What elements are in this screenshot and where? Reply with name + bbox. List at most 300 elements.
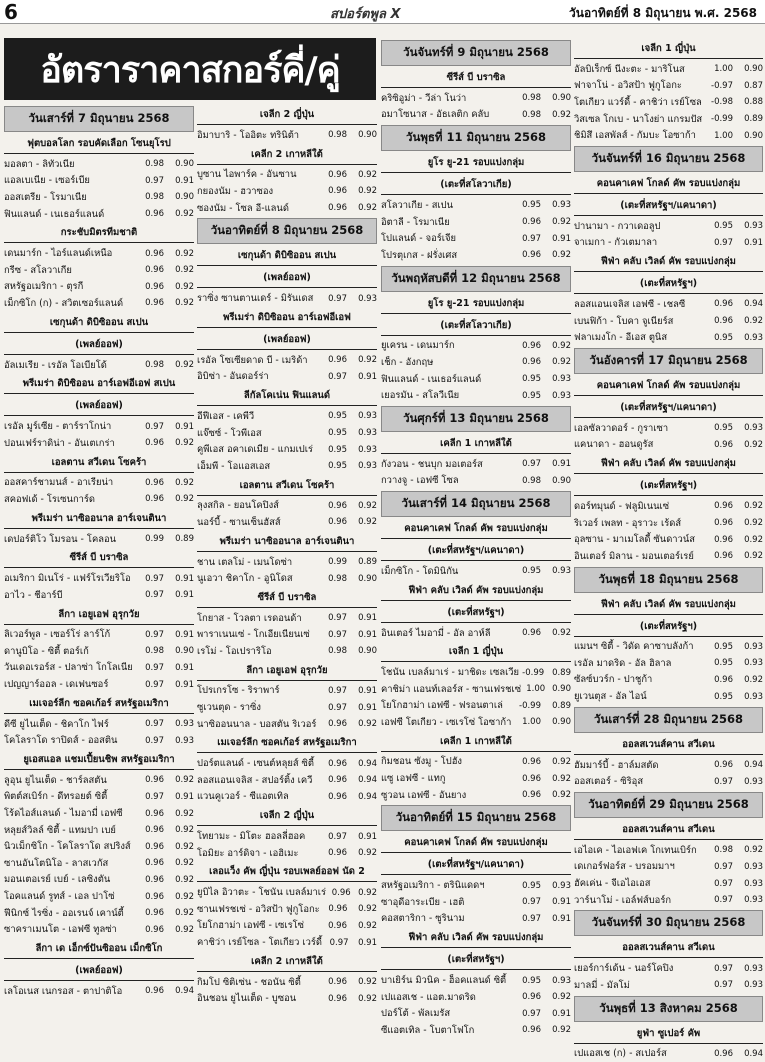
odd-price: -0.97	[711, 80, 733, 91]
even-price: 0.92	[744, 316, 763, 327]
even-price: 0.91	[552, 1008, 571, 1019]
odd-price: -0.99	[522, 667, 545, 678]
column-3	[381, 38, 571, 1036]
even-price: 0.93	[358, 444, 377, 455]
even-price: 0.92	[175, 808, 194, 819]
odd-price: 0.96	[145, 477, 164, 488]
odd-price: 0.97	[328, 629, 347, 640]
match-row	[381, 214, 571, 231]
even-price: 0.91	[358, 702, 377, 713]
date-header: วันอาทิตย์ที่ 15 มิถุนายน 2568	[381, 805, 571, 831]
match-row	[197, 514, 377, 531]
odd-price: 0.98	[328, 646, 347, 657]
match-teams: กยองนัม - ฮวาซอง	[197, 185, 274, 197]
venue-note: (เพลย์ออฟ)	[4, 396, 194, 416]
odd-price: 0.95	[522, 566, 541, 577]
odd-price: 0.97	[714, 861, 733, 872]
match-row	[381, 247, 571, 264]
page-header	[0, 0, 765, 24]
odd-price: 0.97	[714, 776, 733, 787]
match-teams: ริเวอร์ เพลท - อุราวะ เร้ดส์	[574, 517, 682, 529]
league-header: พรีเมร่า ดิบิซิออน อาร์เอฟอีเอฟ สเปน	[4, 373, 194, 394]
league-header: ยูโร ยู-21 รอบแบ่งกลุ่ม	[381, 152, 571, 173]
match-teams: ดานูบิโอ - ซิตี้ ตอร์เก้	[4, 645, 89, 657]
odd-price: 0.96	[145, 281, 164, 292]
league-header: เอลตาน สวีเดน โซคร้า	[197, 475, 377, 496]
match-row	[197, 200, 377, 217]
odd-price: 0.96	[328, 719, 347, 730]
match-teams: โอมิยะ อาร์ดิจา - เอฮิเมะ	[197, 847, 299, 859]
match-teams: จาเมกา - กัวเตมาลา	[574, 237, 658, 249]
venue-note: (เพลย์ออฟ)	[197, 330, 377, 350]
match-row	[4, 418, 194, 435]
match-row	[574, 977, 763, 994]
even-price: 0.94	[175, 986, 194, 997]
match-teams: เม็กซิโก (ก) - สวิตเซอร์แลนด์	[4, 297, 124, 309]
match-row	[574, 1046, 763, 1062]
odd-price: 0.97	[522, 913, 541, 924]
even-price: 0.91	[358, 613, 377, 624]
match-teams: ฮัคเค่น - จีเอไอเอส	[574, 878, 651, 890]
league-header: ฟุตบอลโลก รอบคัดเลือก โซนยุโรป	[4, 133, 194, 154]
match-teams: อินเตอร์ มิลาน - มอนเตอร์เรย์	[574, 550, 694, 562]
match-teams: เรอัล มูร์เซีย - ตาร์ราโกน่า	[4, 421, 112, 433]
even-price: 0.93	[175, 735, 194, 746]
league-header: ซีรีส์ บี บราซิล	[381, 67, 571, 88]
match-teams: เรอัล โซเซียดาด บี - เมริด้า	[197, 354, 308, 366]
league-header: เมเจอร์ลีก ซอคเก้อร์ สหรัฐอเมริกา	[4, 693, 194, 714]
odd-price: 0.96	[328, 517, 347, 528]
even-price: 0.91	[358, 831, 377, 842]
match-teams: เลโอเนส เนกรอส - ตาปาติโอ	[4, 985, 123, 997]
match-teams: ฟาจาโน่ - อวิสป้า ฟูกูโอกะ	[574, 80, 682, 92]
even-price: 0.90	[358, 646, 377, 657]
match-teams: ฮัมมาร์บี้ - ฮาล์มสตัด	[574, 759, 659, 771]
match-row	[197, 183, 377, 200]
league-header: ลีกา เอยูเอฟ อุรุกวัย	[197, 660, 377, 681]
even-price: 0.91	[175, 791, 194, 802]
date-header: วันจันทร์ที่ 9 มิถุนายน 2568	[381, 40, 571, 66]
match-teams: ชาน เตลโม่ - เมนโดซ่า	[197, 556, 293, 568]
match-row	[574, 531, 763, 548]
match-row	[4, 173, 194, 190]
match-teams: อิตาลี - โรมาเนีย	[381, 216, 450, 228]
even-price: 0.92	[175, 248, 194, 259]
even-price: 0.92	[175, 841, 194, 852]
odd-price: 0.97	[522, 1008, 541, 1019]
venue-note: (เตะที่สโลวาเกีย)	[381, 175, 571, 195]
match-teams: ออสเตอร์ - ซิริอุส	[574, 776, 644, 788]
match-teams: เปแอสเช (ก) - สเปอร์ส	[574, 1048, 667, 1060]
match-row	[381, 770, 571, 787]
match-row	[197, 901, 377, 918]
match-row	[381, 894, 571, 911]
match-row	[197, 570, 377, 587]
match-row	[4, 855, 194, 872]
odd-price: 0.96	[145, 775, 164, 786]
match-teams: ปอนเฟร์ราดิน่า - อันเตเกร่า	[4, 437, 115, 449]
odd-price: 0.96	[522, 992, 541, 1003]
match-teams: พาราเนนเซ่ - โกเอียเนียนเซ่	[197, 629, 310, 641]
match-teams: คริซิอูม่า - วีล่า โนว่า	[381, 92, 467, 104]
league-header: ยูฟ่า ซูเปอร์ คัพ	[574, 1023, 763, 1044]
even-price: 0.92	[552, 357, 571, 368]
odd-price: 0.97	[714, 878, 733, 889]
match-row	[574, 859, 763, 876]
match-teams: ซานอันโตนิโอ - ลาสเวกัส	[4, 857, 109, 869]
league-header: เจลีก 2 ญี่ปุ่น	[197, 104, 377, 125]
match-teams: อมาโซนาส - อัธเลติก คลับ	[381, 109, 490, 121]
match-row	[197, 441, 377, 458]
match-teams: เรโม่ - โอเปราริโอ	[197, 645, 272, 657]
odd-price: 0.96	[145, 874, 164, 885]
even-price: 0.91	[552, 233, 571, 244]
odd-price: 0.96	[145, 841, 164, 852]
odd-price: 0.97	[328, 613, 347, 624]
odd-price: 0.95	[714, 641, 733, 652]
odd-price: 0.96	[714, 439, 733, 450]
odd-price: 0.97	[145, 719, 164, 730]
match-teams: ยูเครน - เดนมาร์ก	[381, 340, 455, 352]
league-header: ออลสเวนส์คาน สวีเดน	[574, 937, 763, 958]
match-teams: ซาคราเมนโต - เอฟซี ทูลซ่า	[4, 924, 117, 936]
even-price: 0.90	[358, 130, 377, 141]
even-price: 0.91	[552, 459, 571, 470]
even-price: 0.92	[744, 518, 763, 529]
match-row	[381, 456, 571, 473]
odd-price: 0.96	[714, 534, 733, 545]
even-price: 0.92	[552, 773, 571, 784]
odd-price: 0.96	[145, 891, 164, 902]
odd-price: 0.96	[145, 265, 164, 276]
match-teams: อินชอน ยูไนเต็ด - บูซอน	[197, 993, 297, 1005]
league-header: ซีรีส์ บี บราซิล	[197, 587, 377, 608]
odd-price: 0.96	[328, 758, 347, 769]
match-teams: ลอสแอนเจลิส - สปอร์ติ้ง เควี	[197, 774, 313, 786]
odd-price: 0.98	[328, 573, 347, 584]
match-row	[4, 587, 194, 604]
match-row	[197, 458, 377, 475]
match-teams: วิสเซล โกเบ - นาโงย่า แกรมปัส	[574, 113, 703, 125]
even-price: 0.93	[744, 332, 763, 343]
issue-date: วันอาทิตย์ที่ 8 มิถุนายน พ.ศ. 2568	[569, 6, 757, 20]
match-teams: สหรัฐอเมริกา - ตุรกี	[4, 281, 84, 293]
odd-price: -0.99	[519, 700, 541, 711]
match-row	[574, 498, 763, 515]
match-row	[381, 107, 571, 124]
venue-note: (เตะที่สหรัฐฯ/แคนาดา)	[381, 855, 571, 875]
even-price: 0.92	[175, 891, 194, 902]
match-teams: โอคแลนด์ รูทส์ - เอล ปาโซ่	[4, 891, 115, 903]
date-header: วันเสาร์ที่ 7 มิถุนายน 2568	[4, 106, 194, 132]
odd-price: 0.97	[714, 980, 733, 991]
odd-price: 0.96	[328, 186, 347, 197]
odd-price: 0.98	[522, 93, 541, 104]
even-price: 0.91	[175, 573, 194, 584]
match-teams: ปอร์ตแลนด์ - เซนต์หลุยส์ ซิตี้	[197, 758, 314, 770]
odd-price: 0.96	[714, 316, 733, 327]
odd-price: 0.96	[145, 825, 164, 836]
even-price: 0.91	[552, 913, 571, 924]
even-price: 0.91	[358, 629, 377, 640]
match-row	[197, 789, 377, 806]
match-teams: อเมริกา มิเนโร่ - แฟร์โรเวียริโอ	[4, 573, 131, 585]
match-row	[574, 420, 763, 437]
match-row	[4, 872, 194, 889]
league-header: เคลีก 1 เกาหลีใต้	[381, 731, 571, 752]
odd-price: 0.98	[522, 475, 541, 486]
odd-price: 0.96	[714, 1048, 733, 1059]
match-teams: แอลเบเนีย - เซอร์เบีย	[4, 175, 90, 187]
league-header: ฟีฟ่า คลับ เวิลด์ คัพ รอบแบ่งกลุ่ม	[574, 453, 763, 474]
match-row	[197, 716, 377, 733]
odd-price: 0.96	[328, 775, 347, 786]
match-row	[381, 664, 571, 681]
match-teams: นิวเม็กซิโก - โคโลราโด สปริงส์	[4, 841, 131, 853]
odd-price: 0.95	[328, 444, 347, 455]
even-price: 0.92	[744, 534, 763, 545]
venue-note: (เตะที่สโลวาเกีย)	[381, 316, 571, 336]
date-header: วันเสาร์ที่ 28 มิถุนายน 2568	[574, 707, 763, 733]
odd-price: 0.98	[145, 646, 164, 657]
match-row	[574, 842, 763, 859]
league-header: ฟีฟ่า คลับ เวิลด์ คัพ รอบแบ่งกลุ่ม	[381, 927, 571, 948]
odd-price: 0.96	[145, 908, 164, 919]
league-header: เซกุนด้า ดิบิซิออน สเปน	[197, 245, 377, 266]
even-price: 0.91	[175, 629, 194, 640]
odd-price: 0.97	[714, 895, 733, 906]
match-row	[574, 78, 763, 95]
match-teams: เดนมาร์ก - ไอร์แลนด์เหนือ	[4, 248, 113, 260]
even-price: 0.89	[744, 114, 763, 125]
venue-note: (เพลย์ออฟ)	[4, 961, 194, 981]
odd-price: 0.95	[522, 200, 541, 211]
odd-price: 0.95	[714, 221, 733, 232]
odd-price: 0.97	[145, 629, 164, 640]
match-row	[574, 892, 763, 909]
odd-price: 0.97	[328, 702, 347, 713]
venue-note: (เตะที่สหรัฐฯ)	[381, 603, 571, 623]
match-row	[4, 643, 194, 660]
even-price: 0.92	[552, 109, 571, 120]
match-teams: โปแลนด์ - จอร์เจีย	[381, 233, 456, 245]
match-teams: เม็กซิโก - โดมินิกัน	[381, 565, 459, 577]
date-header: วันพฤหัสบดีที่ 12 มิถุนายน 2568	[381, 266, 571, 292]
match-row	[197, 934, 377, 951]
publication-logo: สปอร์ตพูล X	[330, 7, 401, 22]
odd-price: 0.95	[714, 658, 733, 669]
league-header: ลีกัลโคเน่น ฟินแลนด์	[197, 385, 377, 406]
odd-price: 0.97	[145, 573, 164, 584]
even-price: 0.92	[175, 265, 194, 276]
match-row	[4, 475, 194, 492]
match-row	[4, 732, 194, 749]
even-price: 0.92	[358, 904, 377, 915]
even-price: 0.93	[744, 776, 763, 787]
odd-price: 0.96	[522, 357, 541, 368]
odd-price: 0.96	[328, 848, 347, 859]
even-price: 0.90	[552, 684, 571, 695]
match-row	[4, 822, 194, 839]
odd-price: 0.96	[145, 438, 164, 449]
match-row	[4, 491, 194, 508]
match-teams: โกยาส - โวลตา เรดอนด้า	[197, 612, 302, 624]
even-price: 0.92	[358, 186, 377, 197]
odd-price: 0.97	[145, 791, 164, 802]
match-teams: เปแอสเช - แอต.มาดริด	[381, 991, 476, 1003]
venue-note: (เพลย์ออฟ)	[197, 268, 377, 288]
even-price: 0.93	[744, 658, 763, 669]
league-header: เคลีก 2 เกาหลีใต้	[197, 951, 377, 972]
even-price: 0.92	[175, 825, 194, 836]
league-header: เมเจอร์ลีก ซอคเก้อร์ สหรัฐอเมริกา	[197, 732, 377, 753]
league-header: เจลีก 2 ญี่ปุ่น	[197, 805, 377, 826]
match-row	[4, 435, 194, 452]
match-teams: ซูเวนตุด - ราซิ่ง	[197, 702, 261, 714]
even-price: 0.91	[175, 662, 194, 673]
match-teams: สหรัฐอเมริกา - ตรินิแดดฯ	[381, 880, 485, 892]
column-1	[4, 104, 194, 1020]
match-row	[574, 94, 763, 111]
match-row	[197, 369, 377, 386]
venue-note: (เตะที่สหรัฐฯ)	[381, 950, 571, 970]
match-row	[4, 262, 194, 279]
match-row	[197, 127, 377, 144]
match-row	[4, 888, 194, 905]
match-teams: ฟินแลนด์ - เนเธอร์แลนด์	[381, 373, 482, 385]
match-teams: นาซิออนนาล - บอสตัน ริเวอร์	[197, 718, 317, 730]
match-row	[574, 313, 763, 330]
even-price: 0.94	[358, 775, 377, 786]
date-header: วันพุธที่ 18 มิถุนายน 2568	[574, 567, 763, 593]
match-teams: เรอัล มาดริด - อัล ฮิลาล	[574, 657, 672, 669]
match-row	[197, 610, 377, 627]
even-price: 0.91	[358, 937, 377, 948]
even-price: 0.92	[175, 924, 194, 935]
match-teams: มาลมี่ - มัลโม่	[574, 979, 630, 991]
odd-price: 0.96	[328, 500, 347, 511]
match-teams: แมนฯ ซิตี้ - วิดัด คาซาบลังก้า	[574, 641, 694, 653]
even-price: 0.92	[744, 501, 763, 512]
match-teams: โปรเกรโซ - ริราพาร์	[197, 685, 280, 697]
venue-note: (เตะที่สหรัฐฯ)	[574, 476, 763, 496]
match-row	[4, 772, 194, 789]
match-row	[574, 773, 763, 790]
odd-price: 0.98	[522, 109, 541, 120]
odd-price: 0.96	[522, 1025, 541, 1036]
odd-price: 0.96	[714, 518, 733, 529]
odd-price: 0.96	[145, 494, 164, 505]
even-price: 0.92	[358, 500, 377, 511]
date-header: วันเสาร์ที่ 14 มิถุนายน 2568	[381, 491, 571, 517]
even-price: 0.93	[744, 878, 763, 889]
odd-price: 0.95	[714, 332, 733, 343]
league-header: ซีรีส์ บี บราซิล	[4, 547, 194, 568]
match-teams: ปอร์โต้ - พัลเมรัส	[381, 1008, 451, 1020]
match-row	[574, 111, 763, 128]
even-price: 0.92	[358, 517, 377, 528]
date-header: วันศุกร์ที่ 13 มิถุนายน 2568	[381, 406, 571, 432]
match-row	[381, 989, 571, 1006]
even-price: 0.92	[175, 298, 194, 309]
odd-price: 0.96	[522, 250, 541, 261]
match-teams: ซองนัม - โซล อี-แลนด์	[197, 202, 289, 214]
odd-price: 0.96	[714, 299, 733, 310]
match-row	[381, 371, 571, 388]
league-header: ยูเอสแอล แชมเปี้ยนชิพ สหรัฐอเมริกา	[4, 749, 194, 770]
even-price: 0.92	[552, 992, 571, 1003]
odd-price: 0.98	[145, 192, 164, 203]
even-price: 0.94	[358, 791, 377, 802]
league-header: คอนคาเคฟ โกลด์ คัพ รอบแบ่งกลุ่ม	[574, 375, 763, 396]
match-row	[381, 787, 571, 804]
even-price: 0.92	[175, 858, 194, 869]
odd-price: 0.96	[328, 977, 347, 988]
match-row	[574, 757, 763, 774]
match-teams: คอสตาริกา - ซูรินาม	[381, 913, 465, 925]
match-row	[197, 699, 377, 716]
match-row	[197, 554, 377, 571]
match-row	[574, 437, 763, 454]
match-row	[197, 352, 377, 369]
match-teams: มอนเตอเรย์ เบย์ - เลซิงตัน	[4, 874, 111, 886]
even-price: 0.92	[175, 775, 194, 786]
odd-price: 0.95	[328, 428, 347, 439]
even-price: 0.90	[552, 93, 571, 104]
match-row	[197, 828, 377, 845]
odd-price: 0.96	[328, 791, 347, 802]
odd-price: 0.97	[145, 735, 164, 746]
odd-price: 0.96	[145, 808, 164, 819]
odd-price: 1.00	[714, 64, 733, 75]
match-row	[381, 972, 571, 989]
match-row	[4, 716, 194, 733]
odd-price: 0.96	[145, 858, 164, 869]
match-row	[381, 698, 571, 715]
match-row	[381, 354, 571, 371]
even-price: 0.93	[744, 963, 763, 974]
odd-price: -0.99	[711, 114, 733, 125]
match-row	[4, 531, 194, 548]
even-price: 0.93	[744, 221, 763, 232]
match-teams: ซาอุดีอาระเบีย - เฮติ	[381, 896, 465, 908]
match-row	[197, 408, 377, 425]
odd-price: 0.95	[522, 390, 541, 401]
even-price: 0.88	[744, 97, 763, 108]
league-header: ออลสเวนส์คาน สวีเดน	[574, 819, 763, 840]
odd-price: 0.96	[145, 298, 164, 309]
odd-price: 0.99	[328, 557, 347, 568]
odd-price: 0.96	[328, 203, 347, 214]
even-price: 0.92	[175, 908, 194, 919]
match-row	[4, 156, 194, 173]
even-price: 0.93	[744, 980, 763, 991]
even-price: 0.90	[744, 64, 763, 75]
odd-price: 0.97	[328, 371, 347, 382]
match-row	[381, 1022, 571, 1039]
date-header: วันจันทร์ที่ 16 มิถุนายน 2568	[574, 146, 763, 172]
match-teams: ดีซี ยูไนเต็ด - ชิคาโก ไฟร์	[4, 718, 109, 730]
match-teams: ซีแอตเทิล - โบตาโฟโก	[381, 1024, 475, 1036]
even-price: 0.92	[358, 203, 377, 214]
league-header: คอนคาเคฟ โกลด์ คัพ รอบแบ่งกลุ่ม	[381, 832, 571, 853]
match-row	[197, 683, 377, 700]
match-row	[381, 877, 571, 894]
match-row	[197, 498, 377, 515]
match-teams: อาไว - ชีอาร์บี	[4, 589, 63, 601]
match-teams: นอร์บี้ - ซานเซ็นฮัสส์	[197, 516, 281, 528]
match-teams: เยอรมัน - สโลวีเนีย	[381, 390, 460, 402]
